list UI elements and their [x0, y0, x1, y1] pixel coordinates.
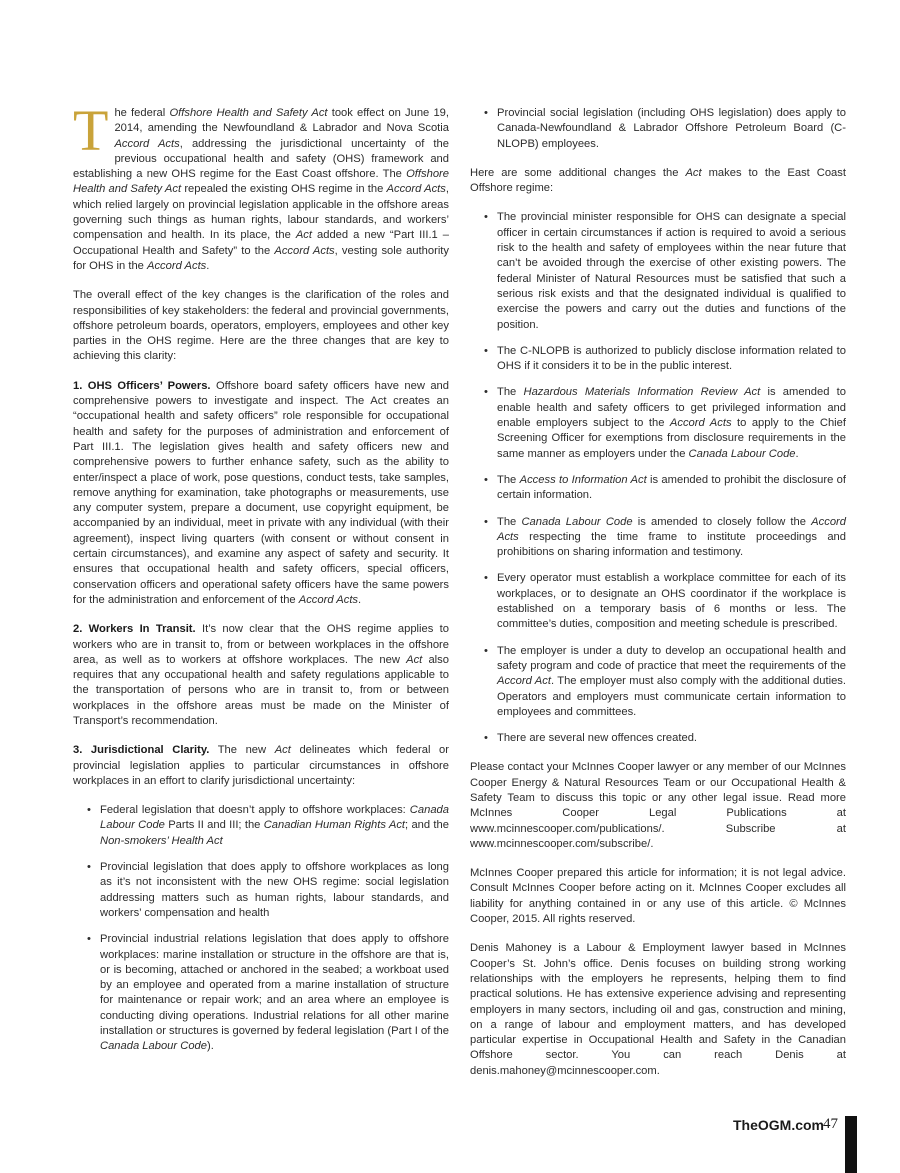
continued-bullet-list	[470, 106, 846, 152]
intro-paragraph	[73, 98, 450, 274]
right-column	[470, 106, 846, 1093]
list-item: • The employer is under a duty to develop an occupational health and safety program and code of practice that meet the requirements of the Accord Act. The employer must also comply with the additional duties. Operators and employers must communicate certain information to employees and committees.	[470, 644, 846, 720]
left-column	[73, 98, 450, 1069]
author-bio-paragraph: Denis Mahoney is a Labour & Employment lawyer based in McInnes Cooper’s St. John’s office. Denis focuses on building strong working relationships with the employers he represents, helping them to find practical solutions. He has extensive experience advising and representing employers in many sectors, including oil and gas, construction and mining, on a range of labour and employment matters, and has developed particular expertise in Occupational Health and Safety in the Canadian Offshore sector. You can reach Denis at denis.mahoney@mcinnescooper.com.	[470, 942, 846, 1077]
changes-bullet-list	[470, 210, 846, 746]
list-item: • The Hazardous Materials Information Review Act is amended to enable health and safety officers to get privileged information and enable employers subject to the Accord Acts to apply to the Chief Screening Officer for exemptions from disclosure requirements in the same manner as employers under the Canada Labour Code.	[470, 385, 846, 461]
officers-powers-paragraph: 1. OHS Officers’ Powers. Offshore board safety officers have new and comprehensive powers to investigate and inspect. The Act creates an “occupational health and safety officers” role responsible for occupational health and safety for the purposes of administration and enforcement of Part III.1. The legislation gives health and safety officers new and comprehensive powers to further enhance safety, such as the ability to enter/inspect a place of work, pose questions, conduct tests, take samples, remove anything for examination, take photographs or measurements, use any computer system, prepare a document, use copyright equipment, be accompanied by an individual, meet in private with any individual (with their agreement), inspect living quarters (with consent or without consent in certain circumstances), and examine any aspect of safety and security. It ensures that occupational health and safety officers, special officers, conservation officers and operational safety officers have the same powers for the administration and enforcement of the Accord Acts.	[73, 379, 449, 606]
jurisdiction-bullet-list	[73, 803, 449, 1054]
footer-site-name: TheOGM.com	[733, 1117, 825, 1133]
jurisdictional-clarity-paragraph: 3. Jurisdictional Clarity. The new Act delineates which federal or provincial legislation applies to particular circumstances in offshore workplaces in an effort to clarify jurisdictional uncertainty:	[73, 744, 449, 787]
list-item: • Provincial industrial relations legislation that does apply to offshore workplaces: marine installation or structure in the offshore are that is, or is becoming, attached or anchored in the seabed; a workboat used by an employee and operated from a marine installation of structure for maintenance or repair work; and an area where an employee is conducting diving operations. Industrial relations for all other marine installation or structures is governed by federal legislation (Part I of the Canada Labour Code).	[73, 932, 449, 1054]
list-item: • Every operator must establish a workplace committee for each of its workplaces, or to designate an OHS coordinator if the workplace is established on a temporary basis of 6 months or less. The committee’s duties, composition and meeting schedule is prescribed.	[470, 571, 846, 632]
disclaimer-paragraph: McInnes Cooper prepared this article for information; it is not legal advice. Consult McInnes Cooper before acting on it. McInnes Cooper excludes all liability for anything contained in or any use of this article. © McInnes Cooper, 2015. All rights reserved.	[470, 867, 846, 926]
additional-changes-paragraph: Here are some additional changes the Act makes to the East Coast Offshore regime:	[470, 166, 846, 195]
list-item: • Provincial social legislation (including OHS legislation) does apply to Canada-Newfoundland & Labrador Offshore Petroleum Board (C-NLOPB) employees.	[470, 106, 846, 152]
workers-transit-paragraph: 2. Workers In Transit. It’s now clear that the OHS regime applies to workers who are in transit to, from or between workplaces in the offshore area, as well as to workers at offshore workplaces. The new Act also requires that any occupational health and safety regulations applicable to the transportation of persons who are in transit to, from or between workplaces in the offshore areas must be made on the Minister of Transport’s recommendation.	[73, 623, 450, 727]
list-item: • The Canada Labour Code is amended to closely follow the Accord Acts respecting the time frame to institute proceedings and prohibitions on sharing information and testimony.	[470, 515, 846, 561]
overall-paragraph: The overall effect of the key changes is the clarification of the roles and responsibilities of key stakeholders: the federal and provincial governments, offshore petroleum boards, operators, employers, employees and other key parties in the OHS regime. Here are the three changes that are key to achieving this clarity:	[73, 289, 449, 363]
list-item: • The provincial minister responsible for OHS can designate a special officer in certain circumstances if action is required to avoid a serious risk to the health and safety of employees within the near future that can’t be avoided through the exercise of other existing powers. The federal Minister of Natural Resources must be satisfied that such a serious risk exists and that the designated individual is qualified to exercise the powers and carry out the duties and functions of the position.	[470, 210, 846, 332]
contact-paragraph: Please contact your McInnes Cooper lawyer or any member of our McInnes Cooper Energy & Natural Resources Team or our Occupational Health & Safety Team to discuss this topic or any other legal issue. Read more McInnes Cooper Legal Publications at www.mcinnescooper.com/publications/. Subscribe at www.mcinnescooper.com/subscribe/.	[470, 761, 846, 850]
list-item: • Provincial legislation that does apply to offshore workplaces as long as it’s not inconsistent with the new OHS regime: social legislation addressing matters such as human rights, labour standards, and workers’ compensation and health	[73, 860, 449, 921]
footer-bar	[845, 1116, 857, 1173]
list-item: • There are several new offences created.	[470, 731, 846, 746]
list-item: • The C-NLOPB is authorized to publicly disclose information related to OHS if it considers it to be in the public interest.	[470, 344, 846, 375]
drop-cap: T	[73, 98, 109, 163]
list-item: • The Access to Information Act is amended to prohibit the disclosure of certain information.	[470, 473, 846, 504]
list-item: • Federal legislation that doesn’t apply to offshore workplaces: Canada Labour Code Parts II and III; the Canadian Human Rights Act; and the Non-smokers’ Health Act	[73, 803, 449, 849]
intro-text: he federal Offshore Health and Safety Act took effect on June 19, 2014, amending the Newfoundland & Labrador and Nova Scotia Accord Acts, addressing the jurisdictional uncertainty of the previous occupational health and safety (OHS) framework and establishing a new OHS regime for the East Coast offshore. The Offshore Health and Safety Act repealed the existing OHS regime in the Accord Acts, which relied largely on provincial legislation applicable in the offshore areas governing such things as human rights, labour standards, and workers’ compensation and health. In its place, the Act added a new “Part III.1 – Occupational Health and Safety” to the Accord Acts, vesting sole authority for OHS in the Accord Acts.	[73, 107, 450, 272]
page-number: 47	[823, 1116, 838, 1132]
